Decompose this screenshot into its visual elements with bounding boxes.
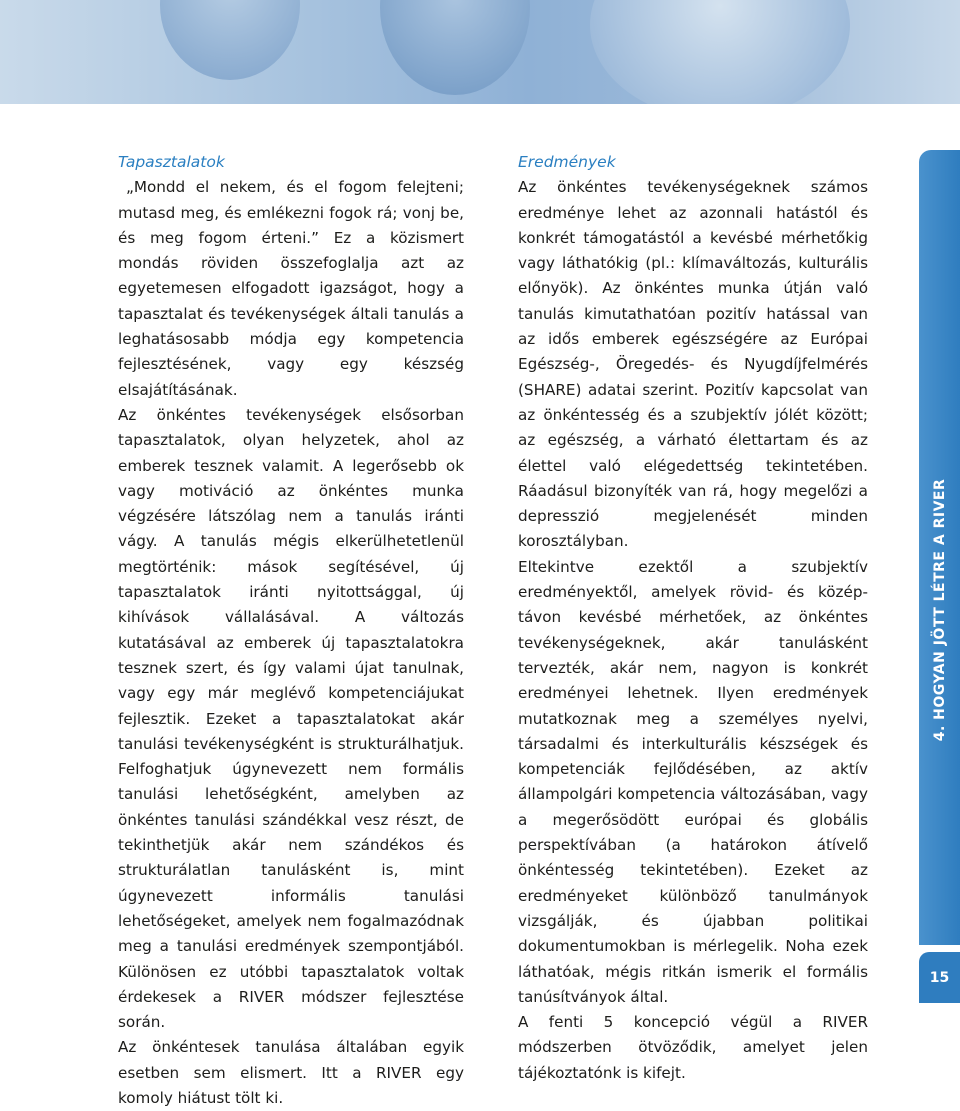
paragraph: A fenti 5 koncepció végül a RIVER módszerben ötvöződik, amelyet jelen tájékoztatónk is kifejt. (518, 1013, 868, 1082)
paragraph: Az önkéntesek tanulása általában egyik esetben sem elismert. Itt a RIVER egy komoly hiátust tölt ki. (118, 1038, 464, 1107)
paragraph: Eltekintve ezektől a szubjektív eredményektől, amelyek rövid- és közép- távon kevésbé mérhetőek, az önkéntes tevékenységeknek, akár tanulásként tervezték, akár nem, nagyon is konkrét eredményei lehetnek. Ilyen eredmények mutatkoznak meg a személyes nyelvi, társadalmi és interkulturális készségek és kompetenciák fejlődésében, az aktív állampolgári kompetencia változásában, vagy a megerősödött európai és globális perspektívában (a határokon átívelő önkéntesség tekintetében). Ezeket az eredményeket különböző tanulmányok vizsgálják, és újabban politikai dokumentumokban is mérlegelik. Noha ezek láthatóak, mégis ritkán ismerik el formális tanúsítványok által. (518, 557, 868, 1006)
paragraph: Az önkéntes tevékenységeknek számos eredménye lehet az azonnali hatástól és konkrét támogatástól a kevésbé mérhetőkig vagy láthatókig (pl.: klímaváltozás, kulturális előnyök). Az önkéntes munka útján való tanulás kimutathatóan pozitív hatással van az idős emberek egészségére az Európai Egészség-, Öregedés- és Nyugdíjfelmérés (SHARE) adatai szerint. Pozitív kapcsolat van az önkéntesség és a szubjektív jólét között; az egészség, a várható élettartam és az élettel való elégedettség tekintetében. Ráadásul bizonyíték van rá, hogy megelőzi a depresszió megjelenését minden korosztályban. (518, 178, 868, 551)
header-photo-banner (0, 0, 960, 104)
paragraph: „Mondd el nekem, és el fogom felejteni; mutasd meg, és emlékezni fogok rá; vonj be, és meg fogom érteni.” Ez a közismert mondás röviden összefoglalja azt az egyetemesen elfogadott igazságot, hogy a tapasztalat és tevékenységek általi tanulás a leghatásosabb módja egy kompetencia fejlesztésének, vagy egy készség elsajátításának. (118, 178, 464, 399)
paragraph: Az önkéntes tevékenységek elsősorban tapasztalatok, olyan helyzetek, ahol az emberek tesznek valamit. A legerősebb ok vagy motiváció az önkéntes munka végzésére látszólag nem a tanulás iránti vágy. A tanulás mégis elkerülhetetlenül megtörténik: mások segítésével, új tapasztalatok iránti nyitottsággal, új kihívások vállalásával. A változás kutatásával az emberek új tapasztalatokra tesznek szert, és így valami újat tanulnak, vagy egy már meglévő kompetenciájukat fejlesztik. Ezeket a tapasztalatokat akár tanulási tevékenységként is strukturálhatjuk. Felfoghatjuk úgynevezett nem formális tanulási lehetőségként, amelyben az önkéntes tanulási szándékkal vesz részt, de tekinthetjük akár nem szándékos és strukturálatlan tanulásként is, mint úgynevezett informális tanulási lehetőségeket, amelyek nem fogalmazódnak meg a tanulási eredmények szempontjából. Különösen ez utóbbi tapasztalatok voltak érdekesek a RIVER módszer fejlesztése során. (118, 405, 464, 1032)
section-heading-tapasztalatok: Tapasztalatok (118, 153, 225, 171)
photo-face-right (590, 0, 850, 104)
photo-face-middle (380, 0, 530, 95)
page-number: 15 (919, 952, 960, 1003)
section-heading-eredmenyek: Eredmények (518, 153, 616, 171)
right-column (518, 150, 868, 1086)
photo-face-left (160, 0, 300, 80)
left-column (118, 150, 464, 1111)
chapter-side-tab (919, 150, 960, 945)
chapter-label: 4. HOGYAN JÖTT LÉTRE A RIVER (931, 478, 948, 742)
